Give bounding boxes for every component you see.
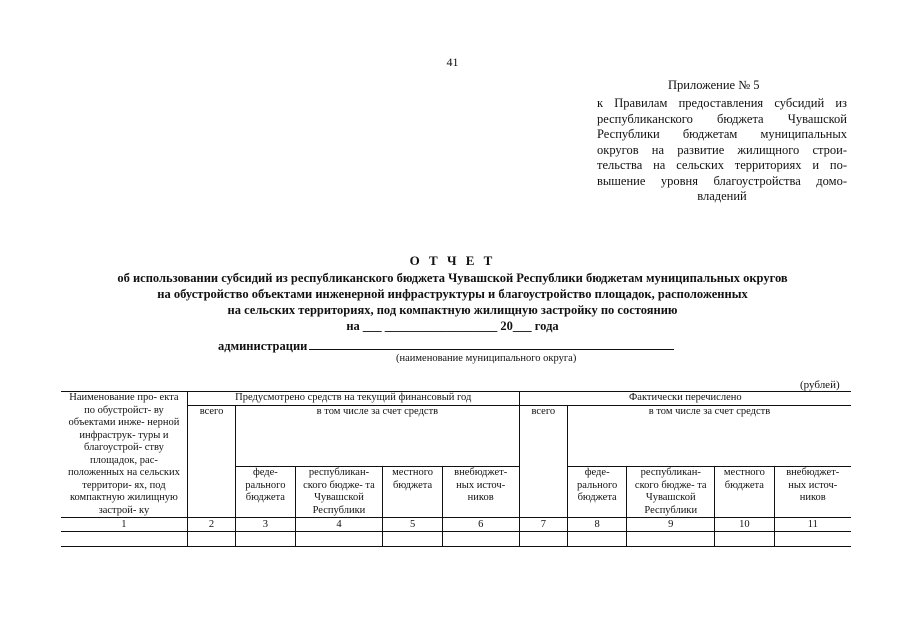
header-planned-including: в том числе за счет средств	[236, 405, 519, 467]
page-number: 41	[446, 55, 459, 69]
table-cell	[627, 532, 715, 547]
header-planned-local: местного бюджета	[383, 467, 442, 518]
column-number: 3	[236, 518, 295, 532]
header-planned-federal: феде- рального бюджета	[236, 467, 295, 518]
appendix-line: округов на развитие жилищного строи-	[597, 142, 847, 157]
table-cell	[567, 532, 626, 547]
table-cell	[774, 532, 851, 547]
appendix-line: Республики бюджетам муниципальных	[597, 127, 847, 141]
header-actual-local: местного бюджета	[715, 467, 774, 518]
appendix-line: республиканского бюджета Чувашской	[597, 111, 847, 126]
header-planned-total: всего	[187, 405, 235, 518]
appendix-body	[597, 96, 847, 205]
units-label: (рублей)	[800, 379, 840, 391]
table-cell	[295, 532, 383, 547]
table-cell	[519, 532, 567, 547]
subtitle-line: об использовании субсидий из республиканского бюджета Чувашской Республики бюджетам муниципальных округов	[117, 271, 788, 285]
table-cell	[236, 532, 295, 547]
subtitle-line: на сельских территориях, под компактную жилищную застройку по состоянию	[227, 303, 678, 317]
header-actual-group: Фактически перечислено	[519, 392, 851, 406]
column-number: 10	[715, 518, 774, 532]
header-project-name: Наименование про- екта по обустройст- ву объектами инже- нерной инфраструк- туры и благоустрой- ству площадок, рас- положенных на сельских территори- ях, под компактную жилищную застрой- ку	[61, 392, 187, 518]
header-actual-total: всего	[519, 405, 567, 518]
column-number: 7	[519, 518, 567, 532]
table-cell	[61, 532, 187, 547]
report-table	[61, 391, 851, 547]
table-cell	[187, 532, 235, 547]
table-cell	[383, 532, 442, 547]
column-numbers-row	[61, 518, 851, 532]
administration-caption: (наименование муниципального округа)	[396, 353, 577, 364]
header-actual-federal: феде- рального бюджета	[567, 467, 626, 518]
header-actual-extrabudget: внебюджет- ных источ- ников	[774, 467, 851, 518]
column-number: 5	[383, 518, 442, 532]
table-cell	[715, 532, 774, 547]
table-cell	[442, 532, 519, 547]
column-number: 9	[627, 518, 715, 532]
appendix-line: вышение уровня благоустройства домо-	[597, 173, 847, 188]
date-line: на ___ __________________ 20___ года	[346, 319, 559, 333]
appendix-title: Приложение № 5	[668, 78, 760, 92]
header-planned-extrabudget: внебюджет- ных источ- ников	[442, 467, 519, 518]
header-actual-including: в том числе за счет средств	[567, 405, 851, 467]
column-number: 2	[187, 518, 235, 532]
report-title: О Т Ч Е Т	[409, 253, 496, 268]
administration-label: администрации	[218, 339, 308, 353]
column-number: 8	[567, 518, 626, 532]
column-number: 11	[774, 518, 851, 532]
administration-line	[218, 338, 674, 354]
column-number: 6	[442, 518, 519, 532]
column-number: 1	[61, 518, 187, 532]
header-planned-republican: республикан- ского бюдже- та Чувашской Республики	[295, 467, 383, 518]
header-actual-republican: республикан- ского бюдже- та Чувашской Республики	[627, 467, 715, 518]
report-subtitle	[40, 270, 865, 334]
column-number: 4	[295, 518, 383, 532]
header-planned-group: Предусмотрено средств на текущий финансовый год	[187, 392, 519, 406]
appendix-line: владений	[697, 189, 747, 203]
subtitle-line: на обустройство объектами инженерной инфраструктуры и благоустройство площадок, расположенных	[157, 287, 748, 301]
appendix-line: к Правилам предоставления субсидий из	[597, 96, 847, 110]
appendix-line: тельства на сельских территориях и по-	[597, 158, 847, 172]
administration-blank	[309, 338, 674, 350]
table-row	[61, 532, 851, 547]
